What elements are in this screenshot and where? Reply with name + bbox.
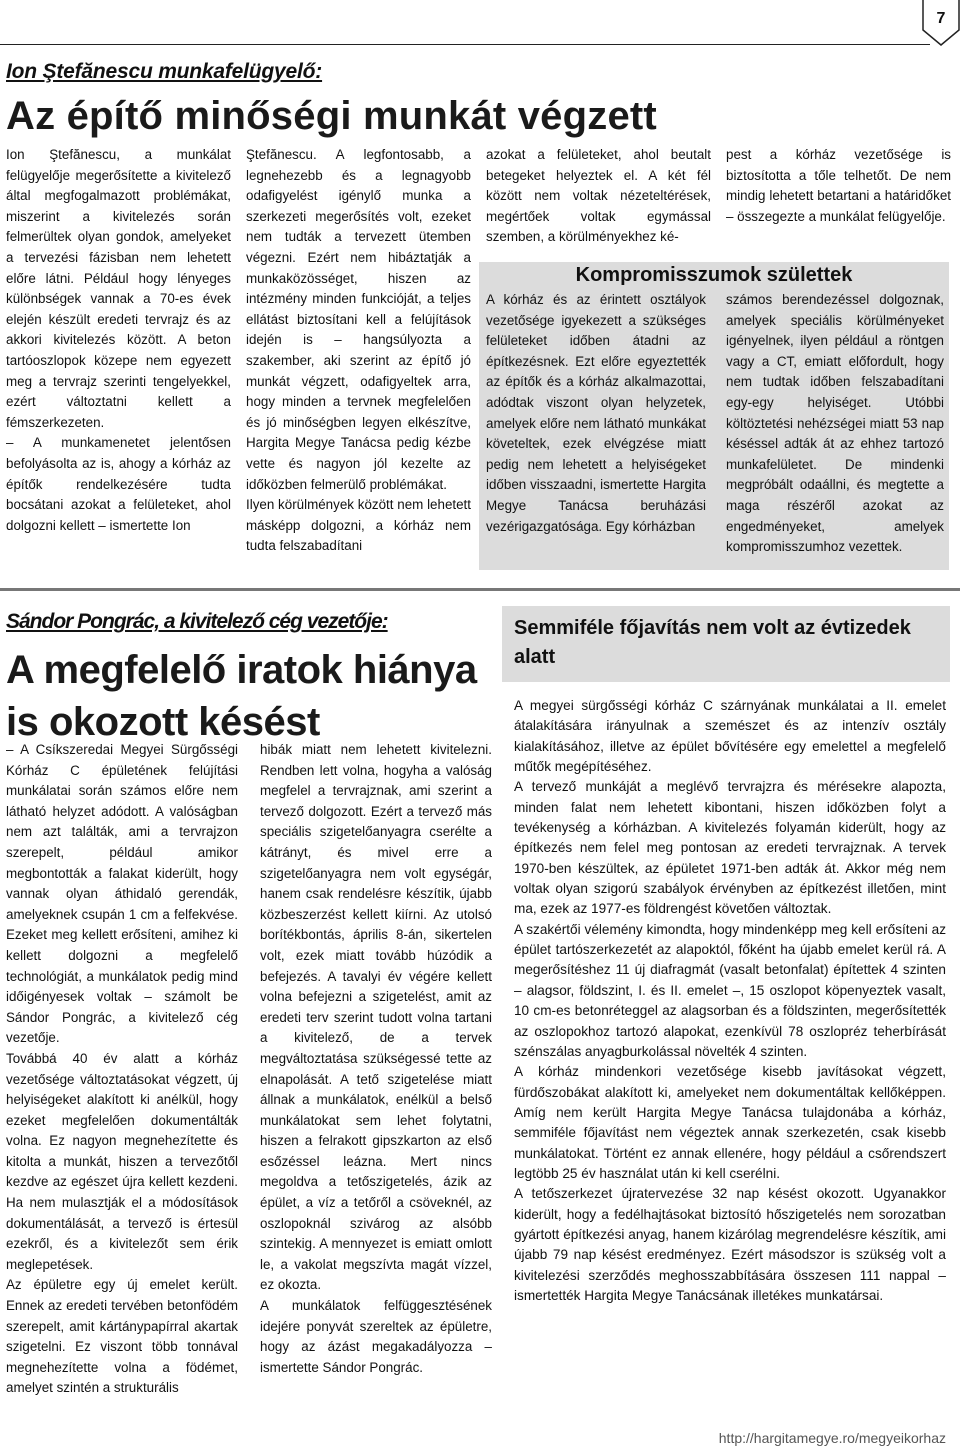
page-number: 7 — [936, 10, 946, 27]
article3-title: Semmiféle főjavítás nem volt az évtizedek alatt — [514, 617, 911, 668]
article2-paragraph: A munkálatok felfüggesztésének idejére ponyvát szereltek az épületre, hogy az ázást megakadályozza – ismertette Sándor Pongrác. — [260, 1298, 492, 1375]
article3-paragraph: A szakértői vélemény kimondta, hogy mindenképp meg kell erősíteni az épület tartószerkezetét az alapoktól, főként ha újabb emelet kerül rá. A megerősítéshez 11 új diafragmát (vasalt betonfalat) építettek 4 szinten – alagsor, földszint, I. és II. emelet –, 15 oszlopot köpenyeztek vasalt, 10 cm-es betonréteggel az alagsorban és a földszinten, megerősítették az oszlopokhoz tartozó alapokat, ezenkívül 78 oszlopréz teherbírását szénszálas anyagburkolással növelték 4 szinten. — [514, 921, 946, 1059]
compromise-paragraph: számos berendezéssel dolgoznak, amelyek speciális körülményeket igényelnek, ilyen például a röntgen vagy a CT, emiatt előfordult, hogy nem tudtak időben felszabadítani egy-egy helyiséget. Utóbbi költöztetési nehézségei miatt 53 nap késéssel adták át az ehhez tartozó munkafelületet. De mindenki megpróbált odaállni, és megtette a maga részéről azokat az engedményeket, amelyek kompromisszumhoz vezettek. — [726, 292, 944, 555]
article2-paragraph: hibák miatt nem lehetett kivitelezni. Rendben lett volna, hogyha a valóság megfelel a tervrajznak, ami szerint a tervező dolgozott. Ezért a tervező más speciális szigetelőanyagra cserélte a kátrányt, és mivel erre a szigetelőanyagra nem volt egységár, hanem csak rendelésre készítik, újabb közbeszerzést kellett kiírni. Az utolsó borítékbontás, április 8-án, sikertelen volt, ezek miatt tovább húzódik a befejezés. A tavalyi év végére kellett volna befejezni a szigetelést, amit az eredeti terv szerint tudott volna tartani a kivitelező, de a tervek megváltoztatása szükségessé tette az elnapolását. A tető szigetelése miatt állnak a munkálatok, enélkül a belső munkálatokat sem lehet folytatni, hiszen a felrakott gipszkarton az első esőzéssel leázna. Mert nincs megoldva a tetőszigetelés, ázik az épület, a víz a tetőről a csöveknél, az oszlopoknál szivárog az alsóbb szintekig. A mennyezet is emiatt omlott le, a vakolat megszívta magát vízzel, ez okozta. — [260, 742, 492, 1293]
compromise-box-column-1 — [486, 290, 706, 537]
article3-paragraph: A tervező munkáját a meglévő tervrajzra és mérésekre alapozta, minden falat nem lehetett kibontani, hiszen időközben folyt a tevékenység a kórházban. A kivitelezés folyamán kiderült, hogy az építkezés nem felel meg pontosan az eredeti tervrajznak. A tervek 1970-ben készültek, az épületet 1971-ben adták át. Akkor még nem voltak olyan szigorú szabályok érvényben az építkezést illetően, mint ma, ezek az 1977-es földrengést követően változtak. — [514, 779, 946, 917]
article1-paragraph: Ion Ştefănescu, a munkálat felügyelője megerősítette a kivitelező által megfogalmazott problémákat, miszerint a kivitelezés során felmerültek olyan gondok, amelyeket a tervezési fázisban nem lehetett előre látni. Például hogy lényeges különbségek vannak a 70-es évek elején készült eredeti tervrajz és az akkori kivitelezés között. A beton tartóoszlopok közepe nem egyezett meg a tervrajz szerinti tengelyekkel, ezért változtatni kellett a fémszerkezeten. — [6, 147, 231, 430]
footer-url-link[interactable]: http://hargitamegye.ro/megyeikorhaz — [718, 1430, 946, 1446]
article1-kicker: Ion Ştefănescu munkafelügyelő: — [6, 60, 323, 83]
article2-paragraph: – A Csíkszeredai Megyei Sürgősségi Kórház C épületének felújítási munkálatai során számos előre nem látható helyzet adódott. A valóságban nem azt találták, ami a tervrajzon szerepelt, például amikor megbontották a falakat kiderült, hogy vannak olyan áthidaló gerendák, amelyeknek csupán 1 cm a felfekvése. Ezeket meg kellett erősíteni, amihez ki kellett dolgozni a megfelelő technológiát, a munkálatok pedig mind időigényesek voltak – számolt be Sándor Pongrác, a kivitelező cég vezetője. — [6, 742, 238, 1046]
compromise-box-column-2 — [726, 290, 944, 558]
article2-column-2 — [260, 740, 492, 1378]
article1-column-4 — [726, 145, 951, 227]
article2-kicker: Sándor Pongrác, a kivitelező cég vezetője: — [6, 610, 388, 633]
article2-paragraph: Továbbá 40 év alatt a kórház vezetősége változtatásokat végzett, új helyiségeket alakított ki anélkül, hogy ezeket megfelelően dokumentálták volna. Ez nagyon megnehezítette és kitolta a munkát, hiszen a tervezőtől kezdve az egészet újra kellett kezdeni. Ha nem mulasztják el a módosítások dokumentálását, a tervező is értesül ezekről, és a kivitelezőt sem érik meglepetések. — [6, 1050, 238, 1272]
article1-paragraph: Ştefănescu. A legfontosabb, a legnehezebb és a legnagyobb odafigyelést igénylő munka a szerkezeti megerősítés volt, ezeket nem tudták a tervezett ütemben végezni. Ezért nem hibáztatják a munkaközösséget, hiszen az intézmény minden funkcióját, a teljes ellátást biztosítani kell a felújítások idején is – hangsúlyozta a szakember, aki szerint az építő jó munkát végzett, odafigyeltek arra, hogy minden a tervnek megfelelően és jó minőségben legyen elkészítve, Hargita Megye Tanácsa pedig kézbe vette és nagyon jól kezelte az időközben felmerülő problémákat. — [246, 147, 471, 492]
article2-column-1 — [6, 740, 238, 1399]
article1-column-3 — [486, 145, 711, 248]
top-rule — [0, 44, 930, 45]
article1-column-2 — [246, 145, 471, 557]
article3-paragraph: A kórház mindenkori vezetősége kisebb javításokat végzett, fürdőszobákat alakított ki, amelyeket nem dokumentáltak kellőképpen. Amíg nem került Hargita Megye Tanácsa tulajdonába a kórház, semmiféle főjavítást nem végeztek annak szerkezetén, csak kisebb munkálatokat. Történt ez annak ellenére, hogy például a csőrendszert legtöbb 25 év használat után ki kell cserélni. — [514, 1064, 946, 1181]
article2-paragraph: Az épületre egy új emelet került. Ennek az eredeti tervében betonfödém szerepelt, amit kártánypapírral akartak szigetelni. Ez viszont több tonnával megnehezítette volna a födémet, amelyet szintén a strukturális — [6, 1277, 238, 1396]
article3-body — [514, 696, 946, 1306]
article3-paragraph: A tetőszerkezet újratervezése 32 nap késést okozott. Ugyanakkor kiderült, hogy a fedélhajtásokat biztosító hőszigetelés nem sorozatban gyártott építkezési anyag, hanem kizárólag megrendelésre készítik, ami újabb 79 nap késést eredményez. Ezért másodszor is szükség volt a kivitelezési szerződés meghosszabbítására összesen 111 nappal – ismertették Hargita Megye Tanácsának illetékes munkatársai. — [514, 1186, 946, 1303]
article1-paragraph: Ilyen körülmények között nem lehetett másképp dolgozni, a kórház nem tudta felszabadítani — [246, 497, 471, 554]
compromise-paragraph: A kórház és az érintett osztályok vezetősége igyekezett a szükséges felületeket időben átadni az építkezésnek. Ezt előre egyeztették az építők és a kórház alkalmazottai, adódtak viszont olyan helyzetek, amelyek előre nem látható munkákat követeltek, ezek elvégzése miatt pedig nem lehetett a helyiségeket időben visszaadni, ismertette Hargita Megye Tanácsa beruházási vezérigazgatósága. Egy kórházban — [486, 292, 706, 534]
article1-title: Az építő minőségi munkát végzett — [6, 94, 657, 138]
article1-paragraph: – A munkamenetet jelentősen befolyásolta az is, ahogy a kórház az építők rendelkezésére tudta bocsátani azokat a felületeket, ahol dolgozni kellett – ismertette Ion — [6, 435, 231, 533]
page-number-badge — [922, 0, 960, 46]
article1-column-1 — [6, 145, 231, 536]
article1-paragraph: pest a kórház vezetősége is biztosította a tőle telhetőt. De nem mindig lehetett betartani a határidőket – összegezte a munkálat felügyelője. — [726, 147, 951, 224]
article1-paragraph: azokat a felületeket, ahol beutalt betegeket helyeztek el. A két fél között nem voltak nézeteltérések, megértőek voltak egymással szemben, a körülményekhez ké- — [486, 147, 711, 245]
section-divider — [0, 588, 960, 591]
article3-paragraph: A megyei sürgősségi kórház C szárnyának munkálatai a II. emelet átalakítására irányulnak a szemészet és az intenzív osztály kialakításához, illetve az épület bővítésére egy emelettel a megfelelő műtők megépítéséhez. — [514, 698, 946, 775]
compromise-box-title: Kompromisszumok születtek — [575, 264, 853, 286]
article2-title: A megfelelő iratok hiánya is okozott késést — [6, 648, 477, 744]
